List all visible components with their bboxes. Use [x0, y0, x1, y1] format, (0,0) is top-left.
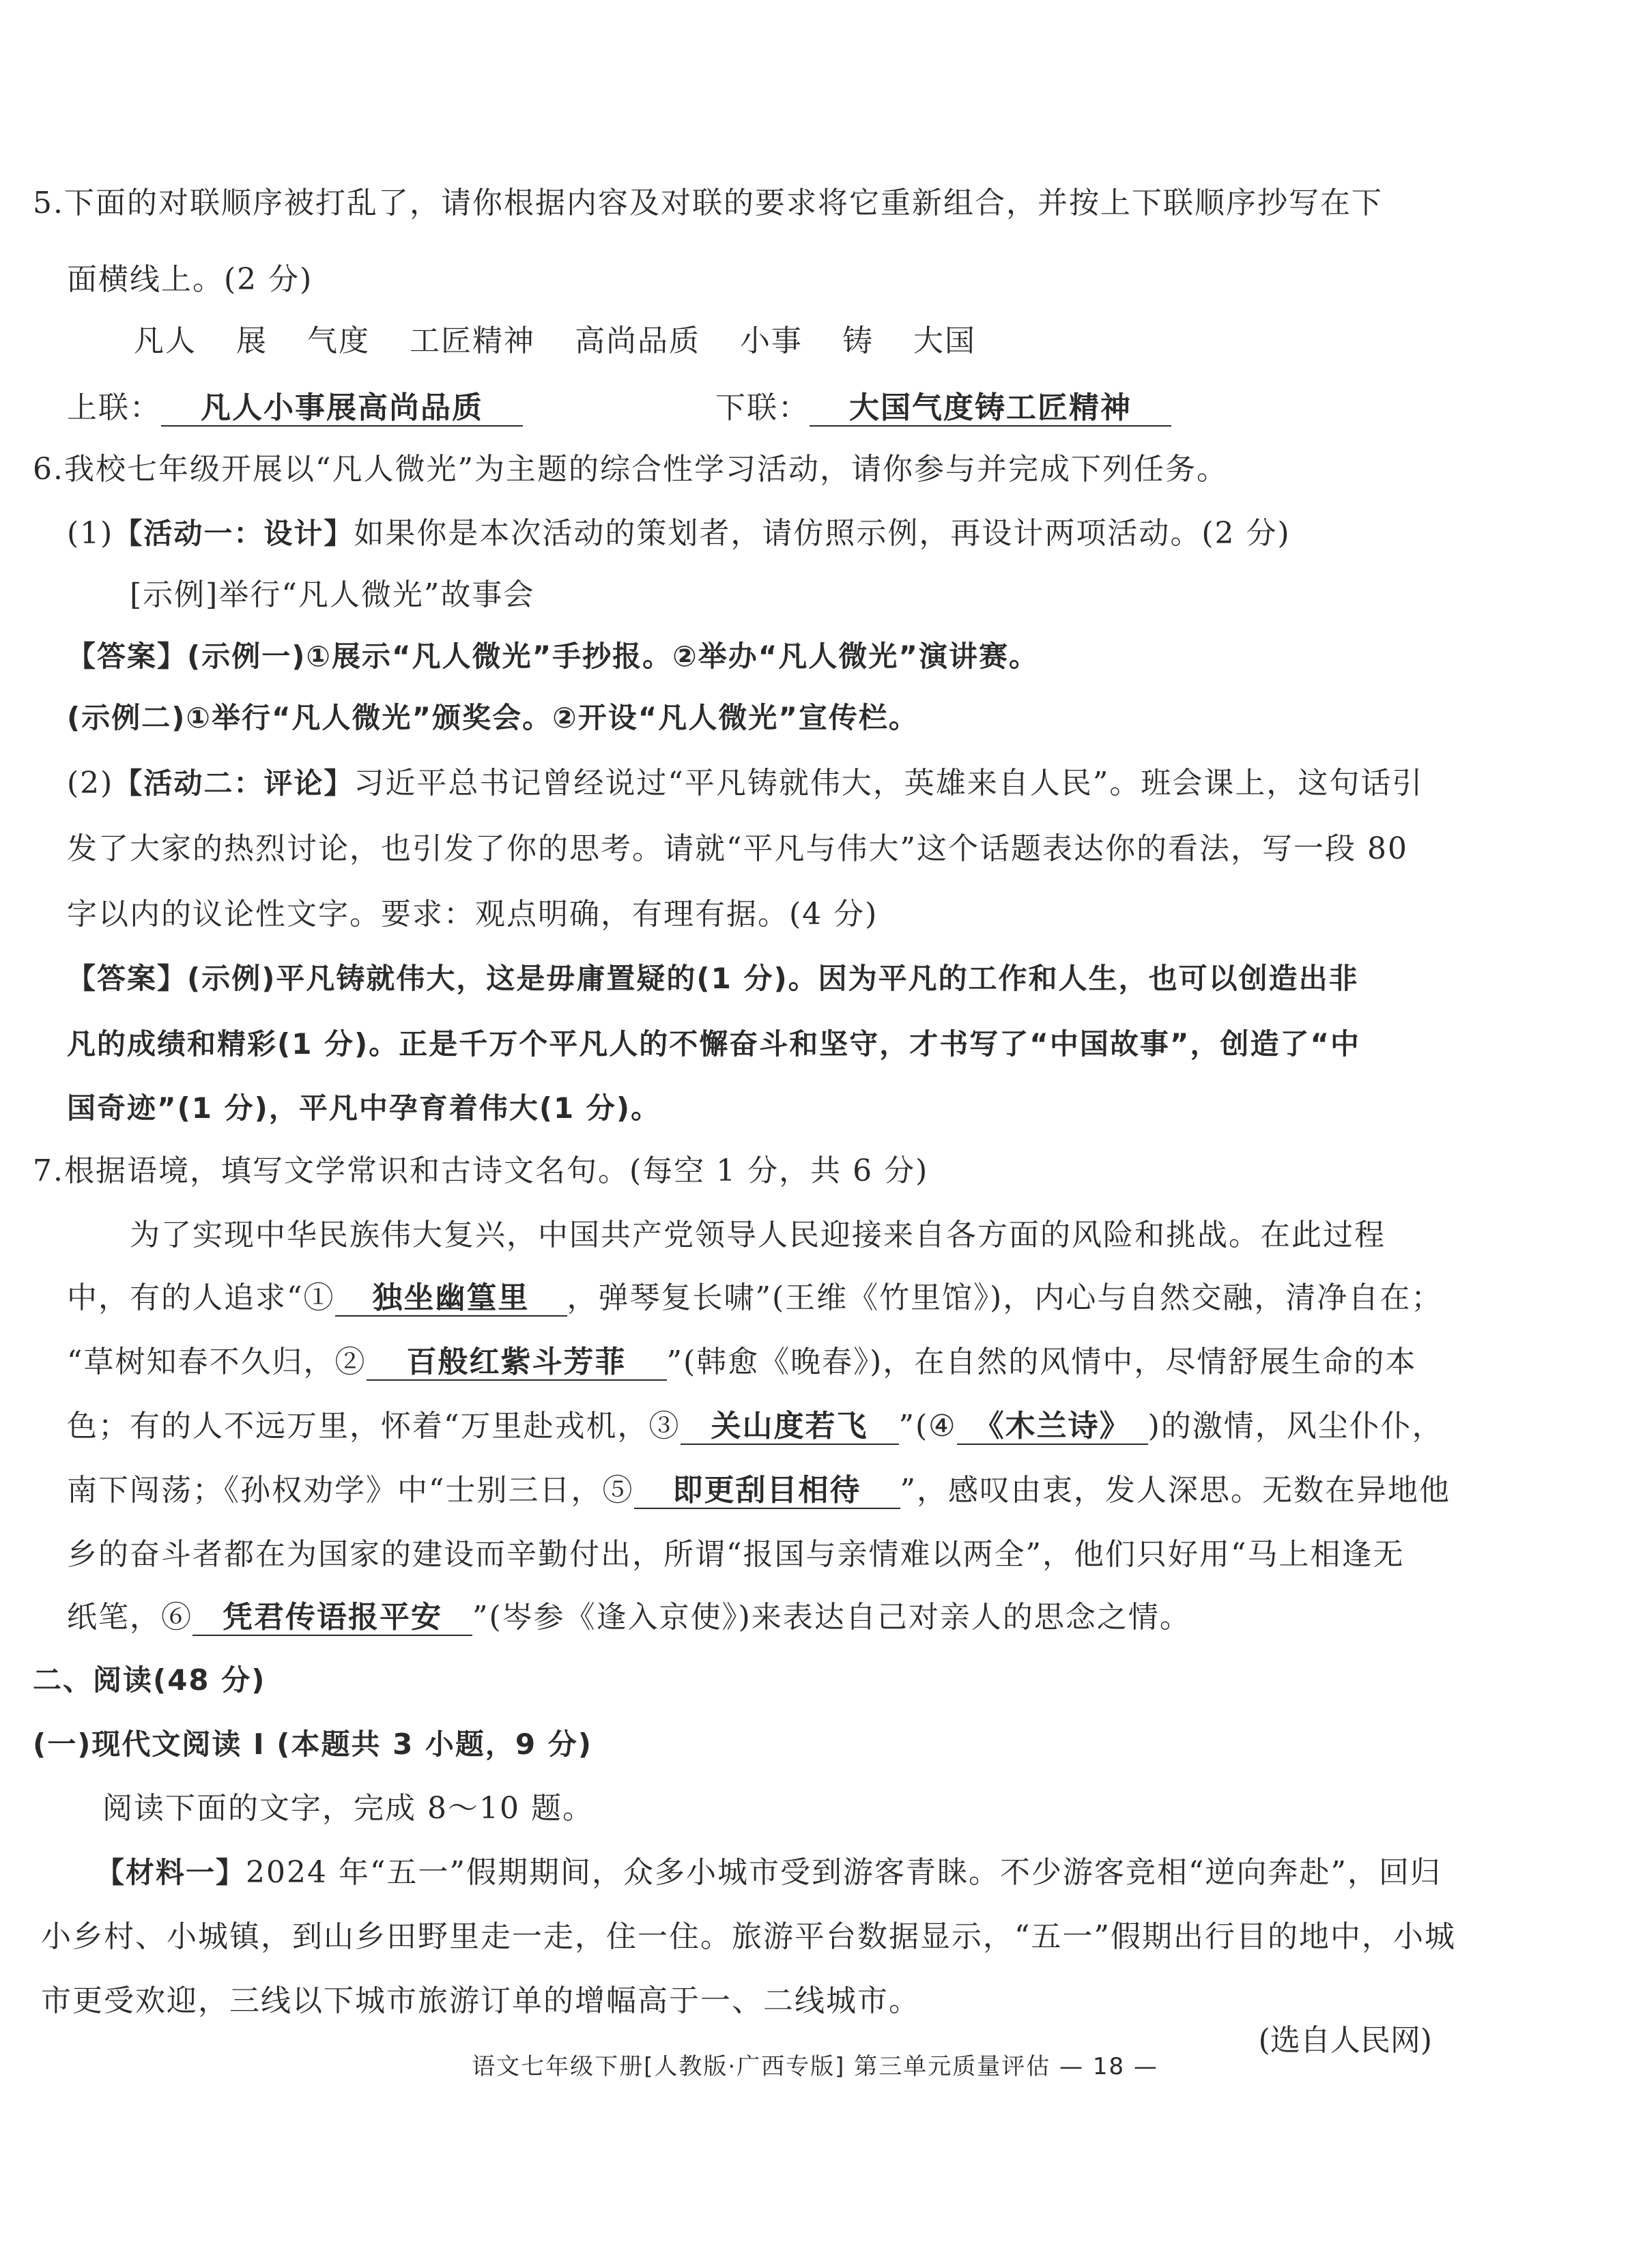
lower-couplet-label: 下联：	[715, 390, 810, 425]
q5-stem-line2: 面横线上。(2 分)	[67, 262, 313, 297]
material1-line3: 市更受欢迎，三线以下城市旅游订单的增幅高于一、二线城市。	[41, 1983, 920, 2018]
material-source: (选自人民网)	[1258, 2023, 1432, 2058]
section-title: 二、阅读(48 分)	[33, 1663, 266, 1697]
text: )的激情，风尘仆仆，	[1147, 1409, 1444, 1444]
q6-part1	[67, 513, 1291, 554]
text: ”(韩愈《晚春》)，在自然的风情中，尽情舒展生命的本	[666, 1345, 1417, 1379]
q6-part1-text: 如果你是本次活动的策划者，请仿照示例，再设计两项活动。(2 分)	[354, 516, 1291, 551]
q7-para-line4	[67, 1406, 1444, 1447]
text: ”，感叹由衷，发人深思。无数在异地他	[900, 1473, 1450, 1508]
lower-couplet-answer: 大国气度铸工匠精神	[810, 391, 1171, 427]
q5-word: 气度	[307, 324, 370, 358]
blank-answer-2: 百般红紫斗芳菲	[367, 1345, 667, 1381]
page-footer: 语文七年级下册[人教版·广西专版] 第三单元质量评估 — 18 —	[472, 2053, 1158, 2080]
q6-answer1-line1	[67, 636, 1039, 677]
text: 色；有的人不远万里，怀着“万里赴戎机，③	[67, 1409, 681, 1444]
q7-stem: 7.根据语境，填写文学常识和古诗文名句。(每空 1 分，共 6 分)	[33, 1153, 929, 1188]
q5-word: 小事	[740, 324, 803, 358]
q6-part2-tag: 【活动二：评论】	[113, 766, 354, 800]
blank-answer-1: 独坐幽篁里	[335, 1281, 567, 1317]
q5-word: 展	[236, 324, 268, 358]
q6-part1-number: (1)	[67, 516, 114, 551]
q5-stem-line1: 5.下面的对联顺序被打乱了，请你根据内容及对联的要求将它重新组合，并按上下联顺序抄写在下	[33, 186, 1383, 220]
q7-para-line6: 乡的奋斗者都在为国家的建设而辛勤付出，所谓“报国与亲情难以两全”，他们只好用“马上相逢无	[67, 1537, 1405, 1572]
q5-word: 铸	[842, 324, 874, 358]
material1-line2: 小乡村、小城镇，到山乡田野里走一走，住一住。旅游平台数据显示，“五一”假期出行目的地中，小城	[41, 1919, 1456, 1954]
q6-part2-line3: 字以内的议论性文字。要求：观点明确，有理有据。(4 分)	[67, 897, 878, 932]
q6-part1-tag: 【活动一：设计】	[113, 517, 354, 550]
answer-tag: 【答案】	[67, 640, 188, 673]
q7-para-line3	[67, 1342, 1416, 1383]
subsection-title: (一)现代文阅读 Ⅰ (本题共 3 小题，9 分)	[33, 1727, 592, 1761]
q6-example: [示例]举行“凡人微光”故事会	[130, 577, 535, 612]
q6-part2-line1	[67, 763, 1423, 804]
text: ”(岑参《逢入京使》)来表达自己对亲人的思念之情。	[472, 1600, 1191, 1635]
q6-answer2-line2: 凡的成绩和精彩(1 分)。正是千万个平凡人的不懈奋斗和坚守，才书写了“中国故事”，创造了“中	[67, 1027, 1361, 1061]
answer-tag: 【答案】	[67, 962, 188, 995]
text: “草树知春不久归，②	[67, 1345, 367, 1379]
q5-word: 工匠精神	[410, 324, 535, 358]
blank-answer-3: 关山度若飞	[681, 1409, 899, 1445]
q5-answer-row	[67, 388, 1171, 429]
material-text: 2024 年“五一”假期期间，众多小城市受到游客青睐。不少游客竞相“逆向奔赴”，回归	[246, 1855, 1442, 1890]
text: 纸笔，⑥	[67, 1600, 192, 1635]
q5-word: 大国	[913, 324, 976, 358]
q5-word: 凡人	[134, 324, 197, 358]
text: ”(④	[898, 1409, 957, 1444]
q6-answer1-line2: (示例二)①举行“凡人微光”颁奖会。②开设“凡人微光”宣传栏。	[67, 701, 919, 734]
q7-para-line2	[67, 1278, 1442, 1319]
blank-answer-4: 《木兰诗》	[957, 1409, 1148, 1445]
upper-couplet-label: 上联：	[67, 390, 161, 425]
q7-para-line1: 为了实现中华民族伟大复兴，中国共产党领导人民迎接来自各方面的风险和挑战。在此过程	[130, 1218, 1386, 1252]
blank-answer-5: 即更刮目相待	[634, 1474, 900, 1509]
q6-answer2-line1	[67, 958, 1359, 999]
text: 中，有的人追求“①	[67, 1280, 335, 1315]
material-tag: 【材料一】	[96, 1856, 246, 1889]
q6-stem: 6.我校七年级开展以“凡人微光”为主题的综合性学习活动，请你参与并完成下列任务。	[33, 452, 1228, 487]
q6-part2-text: 习近平总书记曾经说过“平凡铸就伟大，英雄来自人民”。班会课上，这句话引	[354, 766, 1424, 801]
upper-couplet-answer: 凡人小事展高尚品质	[161, 391, 523, 427]
answer-text: (示例)平凡铸就伟大，这是毋庸置疑的(1 分)。因为平凡的工作和人生，也可以创造出非	[187, 962, 1359, 995]
q7-para-line5	[67, 1470, 1450, 1511]
text: 南下闯荡；《孙权劝学》中“士别三日，⑤	[67, 1473, 634, 1508]
q6-answer2-line3: 国奇迹”(1 分)，平凡中孕育着伟大(1 分)。	[67, 1091, 661, 1125]
q6-part2-number: (2)	[67, 766, 114, 801]
blank-answer-6: 凭君传语报平安	[192, 1600, 472, 1636]
q6-part2-line2: 发了大家的热烈讨论，也引发了你的思考。请就“平凡与伟大”这个话题表达你的看法，写一段 80	[67, 831, 1408, 866]
q7-para-line7	[67, 1597, 1191, 1638]
text: ，弹琴复长啸”(王维《竹里馆》)，内心与自然交融，清净自在；	[567, 1280, 1443, 1315]
q5-word: 高尚品质	[575, 324, 700, 358]
q5-word-list	[134, 321, 1016, 362]
reading-instruction: 阅读下面的文字，完成 8～10 题。	[102, 1791, 594, 1826]
answer-text: (示例一)①展示“凡人微光”手抄报。②举办“凡人微光”演讲赛。	[187, 640, 1039, 673]
material1-line1	[96, 1852, 1442, 1893]
